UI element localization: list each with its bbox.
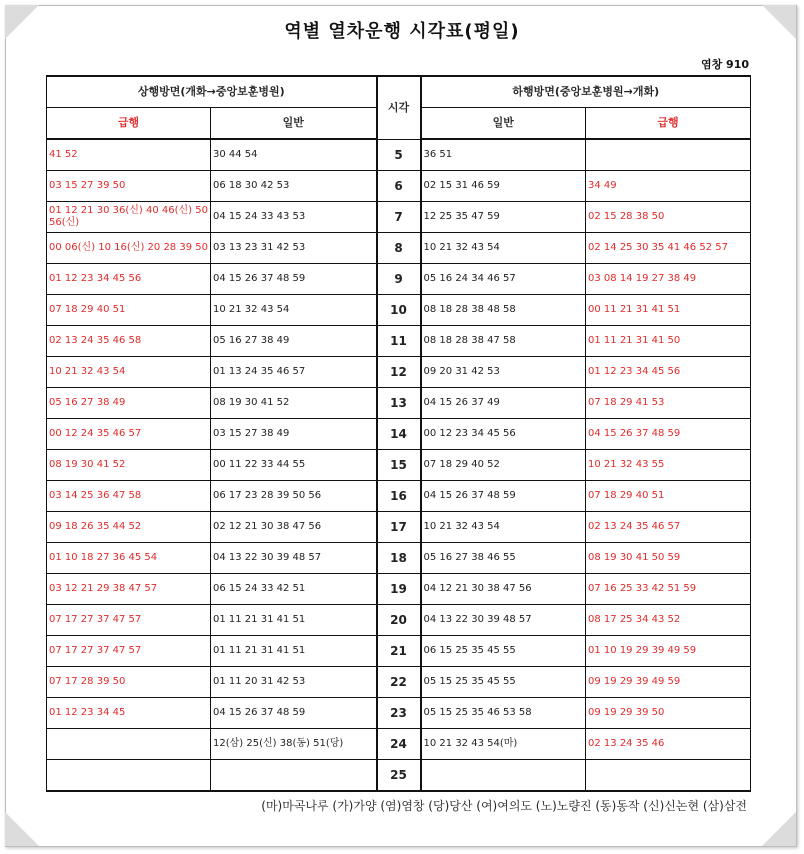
timetable	[46, 75, 751, 792]
hour-cell: 18	[377, 543, 421, 574]
corner-decoration	[5, 812, 39, 846]
down-express-cell: 02 15 28 38 50	[586, 202, 751, 233]
table-row	[47, 698, 751, 729]
down-express-cell: 07 18 29 41 53	[586, 388, 751, 419]
up-express-cell: 07 17 27 37 47 57	[47, 636, 211, 667]
up-express-cell: 03 14 25 36 47 58	[47, 481, 211, 512]
table-row	[47, 481, 751, 512]
up-normal-cell: 01 13 24 35 46 57	[211, 357, 377, 388]
down-normal-cell: 08 18 28 38 47 58	[421, 326, 586, 357]
up-express-cell: 01 10 18 27 36 45 54	[47, 543, 211, 574]
up-normal-cell: 05 16 27 38 49	[211, 326, 377, 357]
down-express-cell: 07 18 29 40 51	[586, 481, 751, 512]
down-normal-cell: 04 15 26 37 49	[421, 388, 586, 419]
down-normal-cell: 08 18 28 38 48 58	[421, 295, 586, 326]
corner-decoration	[762, 812, 796, 846]
down-direction-header: 하행방면(중앙보훈병원→개화)	[421, 76, 751, 108]
hour-cell: 22	[377, 667, 421, 698]
down-normal-cell: 10 21 32 43 54	[421, 233, 586, 264]
up-express-cell: 00 12 24 35 46 57	[47, 419, 211, 450]
up-normal-cell: 06 18 30 42 53	[211, 171, 377, 202]
up-normal-cell: 08 19 30 41 52	[211, 388, 377, 419]
table-row	[47, 233, 751, 264]
up-normal-cell: 01 11 21 31 41 51	[211, 605, 377, 636]
hour-cell: 5	[377, 139, 421, 171]
table-row	[47, 202, 751, 233]
down-normal-cell: 05 16 27 38 46 55	[421, 543, 586, 574]
down-normal-cell: 07 18 29 40 52	[421, 450, 586, 481]
hour-cell: 14	[377, 419, 421, 450]
down-normal-header: 일반	[421, 108, 586, 140]
up-express-cell: 01 12 23 34 45	[47, 698, 211, 729]
up-normal-cell: 03 15 27 38 49	[211, 419, 377, 450]
up-express-cell: 02 13 24 35 46 58	[47, 326, 211, 357]
hour-cell: 6	[377, 171, 421, 202]
hour-cell: 7	[377, 202, 421, 233]
up-normal-cell: 06 15 24 33 42 51	[211, 574, 377, 605]
hour-cell: 9	[377, 264, 421, 295]
up-normal-cell: 02 12 21 30 38 47 56	[211, 512, 377, 543]
up-express-cell: 08 19 30 41 52	[47, 450, 211, 481]
down-express-cell: 10 21 32 43 55	[586, 450, 751, 481]
table-row	[47, 139, 751, 171]
up-normal-cell	[211, 760, 377, 792]
down-normal-cell: 10 21 32 43 54(마)	[421, 729, 586, 760]
up-express-cell: 07 18 29 40 51	[47, 295, 211, 326]
down-express-cell	[586, 139, 751, 171]
up-express-cell	[47, 760, 211, 792]
hour-cell: 25	[377, 760, 421, 792]
up-normal-cell: 04 13 22 30 39 48 57	[211, 543, 377, 574]
down-express-cell: 07 16 25 33 42 51 59	[586, 574, 751, 605]
down-express-cell: 00 11 21 31 41 51	[586, 295, 751, 326]
station-label: 염창 910	[700, 58, 749, 71]
hour-cell: 21	[377, 636, 421, 667]
up-normal-cell: 04 15 24 33 43 53	[211, 202, 377, 233]
table-row	[47, 357, 751, 388]
up-normal-cell: 03 13 23 31 42 53	[211, 233, 377, 264]
down-normal-cell: 05 16 24 34 46 57	[421, 264, 586, 295]
down-express-cell: 02 14 25 30 35 41 46 52 57	[586, 233, 751, 264]
hour-cell: 23	[377, 698, 421, 729]
up-express-cell	[47, 729, 211, 760]
up-express-cell: 01 12 23 34 45 56	[47, 264, 211, 295]
hour-cell: 10	[377, 295, 421, 326]
table-row	[47, 512, 751, 543]
table-row	[47, 326, 751, 357]
up-normal-cell: 06 17 23 28 39 50 56	[211, 481, 377, 512]
down-express-cell: 09 19 29 39 49 59	[586, 667, 751, 698]
down-express-cell: 08 17 25 34 43 52	[586, 605, 751, 636]
up-normal-cell: 04 15 26 37 48 59	[211, 264, 377, 295]
table-row	[47, 419, 751, 450]
up-express-header: 급행	[47, 108, 211, 140]
down-express-cell: 09 19 29 39 50	[586, 698, 751, 729]
down-normal-cell: 12 25 35 47 59	[421, 202, 586, 233]
up-normal-cell: 00 11 22 33 44 55	[211, 450, 377, 481]
table-row	[47, 295, 751, 326]
down-normal-cell: 04 15 26 37 48 59	[421, 481, 586, 512]
table-row	[47, 760, 751, 792]
table-row	[47, 171, 751, 202]
down-normal-cell: 04 12 21 30 38 47 56	[421, 574, 586, 605]
hour-cell: 12	[377, 357, 421, 388]
hour-cell: 13	[377, 388, 421, 419]
down-express-cell: 01 11 21 31 41 50	[586, 326, 751, 357]
up-express-cell: 07 17 28 39 50	[47, 667, 211, 698]
up-express-cell: 41 52	[47, 139, 211, 171]
table-row	[47, 667, 751, 698]
up-normal-cell: 01 11 20 31 42 53	[211, 667, 377, 698]
up-express-cell: 03 15 27 39 50	[47, 171, 211, 202]
up-normal-cell: 04 15 26 37 48 59	[211, 698, 377, 729]
up-express-cell: 05 16 27 38 49	[47, 388, 211, 419]
table-row	[47, 605, 751, 636]
station-legend: (마)마곡나루 (가)가양 (염)염창 (당)당산 (여)여의도 (노)노량진 (동)동작 (신)신논현 (삼)삼전	[261, 799, 747, 813]
hour-cell: 17	[377, 512, 421, 543]
table-row	[47, 636, 751, 667]
table-row	[47, 264, 751, 295]
table-row	[47, 574, 751, 605]
down-express-cell: 34 49	[586, 171, 751, 202]
up-normal-cell: 12(삼) 25(신) 38(동) 51(당)	[211, 729, 377, 760]
hour-header: 시각	[377, 76, 421, 139]
down-normal-cell	[421, 760, 586, 792]
down-express-cell: 08 19 30 41 50 59	[586, 543, 751, 574]
up-normal-cell: 10 21 32 43 54	[211, 295, 377, 326]
down-express-cell: 03 08 14 19 27 38 49	[586, 264, 751, 295]
up-normal-header: 일반	[211, 108, 377, 140]
down-normal-cell: 05 15 25 35 46 53 58	[421, 698, 586, 729]
up-express-cell: 09 18 26 35 44 52	[47, 512, 211, 543]
up-express-cell: 07 17 27 37 47 57	[47, 605, 211, 636]
table-row	[47, 543, 751, 574]
hour-cell: 8	[377, 233, 421, 264]
down-normal-cell: 00 12 23 34 45 56	[421, 419, 586, 450]
down-normal-cell: 36 51	[421, 139, 586, 171]
hour-cell: 19	[377, 574, 421, 605]
down-normal-cell: 04 13 22 30 39 48 57	[421, 605, 586, 636]
hour-cell: 24	[377, 729, 421, 760]
up-normal-cell: 30 44 54	[211, 139, 377, 171]
up-direction-header: 상행방면(개화→중앙보훈병원)	[47, 76, 377, 108]
down-express-header: 급행	[586, 108, 751, 140]
down-normal-cell: 06 15 25 35 45 55	[421, 636, 586, 667]
down-express-cell	[586, 760, 751, 792]
up-express-cell: 00 06(신) 10 16(신) 20 28 39 50	[47, 233, 211, 264]
down-express-cell: 04 15 26 37 48 59	[586, 419, 751, 450]
table-row	[47, 388, 751, 419]
down-express-cell: 02 13 24 35 46 57	[586, 512, 751, 543]
up-normal-cell: 01 11 21 31 41 51	[211, 636, 377, 667]
down-normal-cell: 02 15 31 46 59	[421, 171, 586, 202]
up-express-cell: 01 12 21 30 36(신) 40 46(신) 50 56(신)	[47, 202, 211, 233]
hour-cell: 11	[377, 326, 421, 357]
down-normal-cell: 09 20 31 42 53	[421, 357, 586, 388]
page-title: 역별 열차운행 시각표(평일)	[284, 21, 520, 42]
up-express-cell: 03 12 21 29 38 47 57	[47, 574, 211, 605]
hour-cell: 16	[377, 481, 421, 512]
down-normal-cell: 05 15 25 35 45 55	[421, 667, 586, 698]
down-express-cell: 01 12 23 34 45 56	[586, 357, 751, 388]
hour-cell: 20	[377, 605, 421, 636]
table-row	[47, 450, 751, 481]
down-normal-cell: 10 21 32 43 54	[421, 512, 586, 543]
down-express-cell: 01 10 19 29 39 49 59	[586, 636, 751, 667]
down-express-cell: 02 13 24 35 46	[586, 729, 751, 760]
up-express-cell: 10 21 32 43 54	[47, 357, 211, 388]
table-row	[47, 729, 751, 760]
hour-cell: 15	[377, 450, 421, 481]
